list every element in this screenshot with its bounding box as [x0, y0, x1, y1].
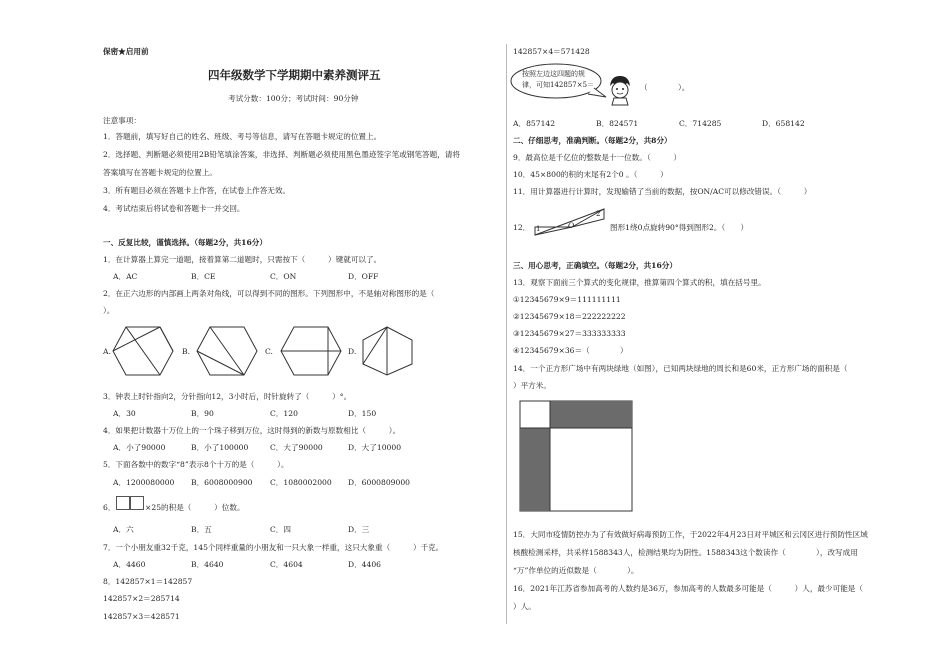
- question-15-cont-2: “万”作单位的近似数是（ ）。: [513, 566, 639, 575]
- option-d: D．658142: [762, 119, 805, 128]
- option-d: D．大了10000: [348, 443, 402, 452]
- figure-a-label: A.: [103, 347, 111, 356]
- option-a: A．六: [113, 525, 134, 534]
- question-16-cont: ）人。: [513, 602, 536, 611]
- option-d: D．6000809000: [348, 478, 410, 487]
- option-b: B．CE: [191, 272, 216, 281]
- figure-label-2: 2: [596, 210, 601, 218]
- question-15: 15．大同市疫情防控办为了有效做好病毒预防工作，于2022年4月23日对平城区和云冈区进行预防性区域: [513, 530, 868, 539]
- question-13-formula-4: ④12345679×36＝（ ）: [513, 346, 628, 355]
- note-4: 4．考试结束后将试卷和答题卡一并交回。: [103, 204, 245, 213]
- question-14-cont: ）平方米。: [513, 381, 551, 390]
- option-a: A．AC: [113, 272, 138, 281]
- option-c: C．大了90000: [270, 443, 323, 452]
- option-d: D．OFF: [348, 272, 379, 281]
- section-1-heading: 一、反复比较，谨慎选择。（每题2分，共16分）: [103, 238, 267, 247]
- question-13-formula-2: ②12345679×18＝222222222: [513, 312, 626, 321]
- hexagon-figure-a: [112, 326, 174, 376]
- option-c: C．四: [270, 525, 291, 534]
- hexagon-figure-b: [196, 326, 258, 376]
- question-4: 4．如果把计数器十万位上的一个珠子移到万位，这时得到的新数与原数相比（ ）。: [103, 426, 401, 435]
- question-6: ×25的积是（ ）位数。: [145, 503, 245, 512]
- option-b: B．6008000900: [191, 478, 253, 487]
- bubble-line-1: 按照左边这四题的规: [522, 70, 585, 78]
- confidential-label: 保密★启用前: [103, 47, 149, 56]
- option-a: A．小了90000: [113, 443, 166, 452]
- figure-d-label: D.: [348, 347, 357, 356]
- figure-b-label: B.: [182, 347, 190, 356]
- hexagon-figure-d: [362, 326, 414, 376]
- option-c: C．714285: [679, 119, 722, 128]
- question-7: 7．一个小朋友重32千克，145个同样重量的小朋友和一只大象一样重，这只大象重（ ）千克。: [103, 543, 444, 552]
- section-3-heading: 三、用心思考，正确填空。（每题2分，共16分）: [513, 261, 677, 270]
- question-5: 5．下面各数中的数字“8”表示8个十万的是（ ）。: [103, 460, 289, 469]
- figure-label-1: 1: [536, 225, 541, 233]
- option-b: B．824571: [596, 119, 639, 128]
- page-divider: [506, 44, 507, 624]
- page-title: 四年级数学下学期期中素养测评五: [208, 68, 381, 82]
- option-d: D．150: [348, 409, 377, 418]
- option-a: A．857142: [513, 119, 556, 128]
- note-1: 1．答题前，填写好自己的姓名、班级、考号等信息，请写在答题卡规定的位置上。: [103, 132, 382, 141]
- note-2: 2．选择题、判断题必须使用2B铅笔填涂答案，非选择、判断题必须使用黑色墨迹签字笔或钢笔答题，请将: [103, 150, 460, 159]
- notes-heading: 注意事项：: [103, 116, 141, 125]
- question-13-formula-1: ①12345679×9＝111111111: [513, 295, 621, 304]
- option-a: A．30: [113, 409, 136, 418]
- digit-box-1: [116, 496, 130, 510]
- question-10: 10．45×800的积的末尾有2个0 。（ ）: [513, 170, 668, 179]
- hexagon-figure-c: [280, 326, 342, 376]
- question-8-line-4: 142857×4＝571428: [513, 47, 590, 56]
- thinking-boy-icon: [607, 74, 633, 106]
- question-13-formula-3: ③12345679×27＝333333333: [513, 329, 626, 338]
- option-a: A．1200080000: [113, 478, 175, 487]
- note-2-cont: 答案填写在答题卡规定的位置上。: [103, 168, 217, 177]
- option-d: D．4406: [348, 560, 382, 569]
- question-8-line-1: 8．142857×1＝142857: [103, 577, 193, 586]
- option-b: B．90: [191, 409, 214, 418]
- question-12: 图形1绕0点旋转90°得到图形2。（ ）: [610, 223, 749, 232]
- question-1: 1．在计算器上算完一道题，接着算第二道题时，只需按下（ ）键就可以了。: [103, 255, 382, 264]
- question-8-line-3: 142857×3＝428571: [103, 612, 180, 621]
- question-15-cont-1: 核酸检测采样，共采样1588343人，检测结果均为阴性。1588343这个数读作（ ），改写成用: [513, 548, 858, 557]
- option-b: B．4640: [191, 560, 224, 569]
- digit-box-2: [130, 496, 144, 510]
- question-6-number: 6．: [103, 503, 116, 512]
- option-c: C．1080002000: [270, 478, 332, 487]
- question-14: 14．一个正方形广场中有两块绿地（如图），已知两块绿地的周长和是60米，正方形广场的面积是（: [513, 364, 848, 373]
- rotation-center-label: O: [568, 221, 575, 230]
- option-c: C．120: [270, 409, 298, 418]
- option-c: C．ON: [270, 272, 297, 281]
- question-12-number: 12．: [513, 223, 531, 232]
- section-2-heading: 二、仔细思考，准确判断。（每题2分，共8分）: [513, 136, 672, 145]
- question-13: 13．观察下面前三个算式的变化规律，推算第四个算式的积，填在括号里。: [513, 278, 766, 287]
- question-16: 16．2021年江苏省参加高考的人数约是36万，参加高考的人数最多可能是（ ）人，最少可能是（: [513, 584, 863, 593]
- option-a: A．4460: [113, 560, 146, 569]
- question-8-line-2: 142857×2＝285714: [103, 594, 180, 603]
- option-d: D．三: [348, 525, 370, 534]
- question-3: 3．钟表上时针指向2，分针指向12，3小时后，时针旋转了（ ）°。: [103, 392, 352, 401]
- exam-info: 考试分数：100分；考试时间：90分钟: [228, 94, 359, 103]
- option-c: C．4604: [270, 560, 303, 569]
- option-b: B．小了100000: [191, 443, 249, 452]
- bubble-answer-blank: （ ）。: [640, 83, 690, 92]
- question-9: 9．最高位是千亿位的整数是十一位数。（ ）: [513, 153, 682, 162]
- question-11: 11．用计算器进行计算时，发现输错了当前的数据，按ON/AC可以修改错误。（ ）: [513, 187, 812, 196]
- question-2: 2．在正六边形的内部画上两条对角线，可以得到不同的图形。下列图形中，不是轴对称图形的是（: [103, 289, 435, 298]
- question-2-cont: ）。: [103, 306, 115, 315]
- option-b: B．五: [191, 525, 212, 534]
- square-plaza-figure: [519, 400, 633, 512]
- note-3: 3．所有题目必须在答题卡上作答，在试卷上作答无效。: [103, 186, 291, 195]
- figure-c-label: C.: [265, 347, 273, 356]
- bubble-line-2: 律，可知142857×5＝: [522, 81, 595, 89]
